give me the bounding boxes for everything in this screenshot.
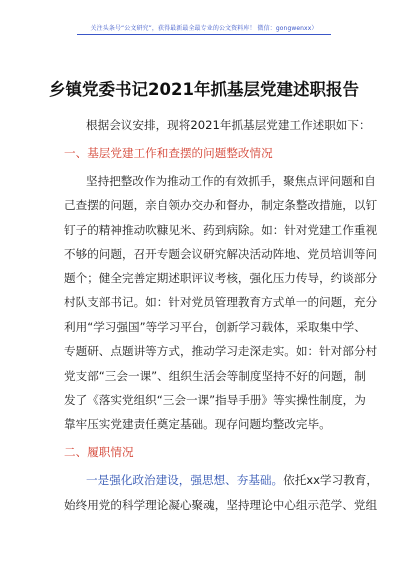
section-2-line: 始终用党的科学理论凝心聚魂，坚持理论中心组示范学、党组 <box>64 498 378 512</box>
section-1-line: 钉子的精神推动吹糠见米、药到病除。如：针对党建工作重视 <box>64 223 378 237</box>
section-1-line: 村队支部书记。如：针对党员管理教育方式单一的问题，充分 <box>64 295 378 309</box>
section-2-heading: 二、履职情况 <box>64 445 134 459</box>
section-1-heading: 一、基层党建工作和查摆的问题整改情况 <box>64 146 273 160</box>
section-2-line <box>86 472 378 488</box>
section-1-line: 专题研、点题讲等方式，推动学习走深走实。如：针对部分村 <box>64 344 378 358</box>
section-1-line: 不够的问题，召开专题会议研究解决活动阵地、党员培训等问 <box>64 247 378 261</box>
section-1-line: 题个；健全完善定期述职评议考核，强化压力传导，约谈部分 <box>64 271 378 285</box>
section-2-line-rest: 依托xx学习教育， <box>283 473 378 487</box>
section-2-highlight-phrase: 一是强化政治建设，强思想、夯基础。 <box>86 473 284 487</box>
document-title: 乡镇党委书记2021年抓基层党建述职报告 <box>49 80 359 99</box>
header-banner: 关注头条号“公文研究”，获得最新最全最专业的公文资料库！ 微信：gongwenxx） <box>90 25 318 32</box>
section-1-line: 靠牢压实党建责任奠定基础。现存问题均整改完毕。 <box>64 417 331 431</box>
header-divider <box>77 34 331 35</box>
section-1-line: 坚持把整改作为推动工作的有效抓手，聚焦点评问题和自 <box>86 174 376 188</box>
section-1-line: 己查摆的问题，亲自领办交办和督办，制定条整改措施，以钉 <box>64 198 378 212</box>
section-1-line: 党支部“三会一课”、组织生活会等制度坚持不好的问题，制 <box>64 369 366 383</box>
section-1-line: 发了《落实党组织“三会一课”指导手册》等实操性制度，为 <box>64 393 366 407</box>
section-1-line: 利用“学习强国”等学习平台，创新学习载体，采取集中学、 <box>64 320 366 334</box>
intro-paragraph: 根据会议安排，现将2021年抓基层党建工作述职如下： <box>86 118 371 132</box>
